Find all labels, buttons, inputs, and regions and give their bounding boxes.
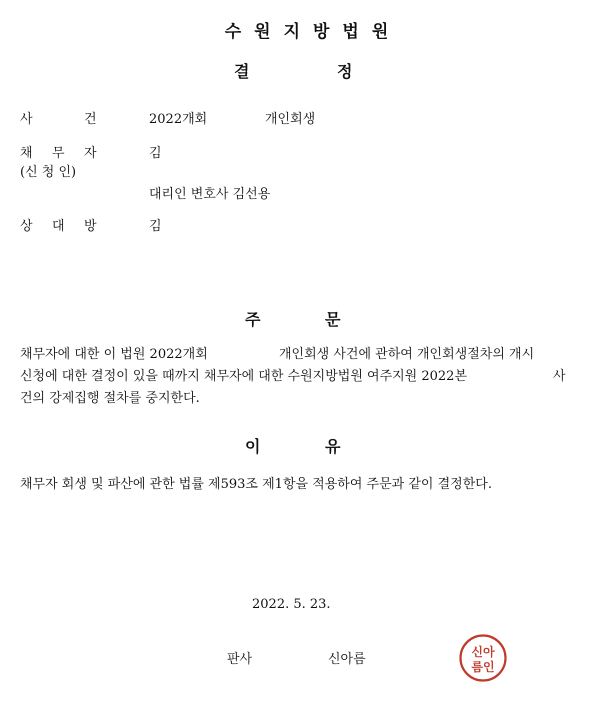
decision-date: 2022. 5. 23. <box>252 597 331 612</box>
case-number: 2022개회 <box>149 112 208 127</box>
case-label-char-2: 건 <box>84 112 97 127</box>
doc-type-char-1: 결 <box>234 62 250 81</box>
order-line-2a: 신청에 대한 결정이 있을 때까지 채무자에 대한 수원지방법원 여주지원 2022본 <box>20 369 468 384</box>
debtor-name: 김 <box>149 146 162 161</box>
case-label-char-1: 사 <box>20 112 33 127</box>
opponent-label-char-3: 방 <box>84 219 97 234</box>
doc-type-char-2: 정 <box>337 62 353 81</box>
debtor-sub-label: (신 청 인) <box>20 165 77 180</box>
reason-heading-char-2: 유 <box>325 437 341 456</box>
judge-name: 신아름 <box>328 652 366 667</box>
agent-name: 대리인 변호사 김선용 <box>149 187 271 202</box>
debtor-label-char-2: 무 <box>52 146 65 161</box>
court-name: 수원지방법원 <box>224 22 402 42</box>
order-line-3: 건의 강제집행 절차를 중지한다. <box>20 391 200 406</box>
order-line-1b: 개인회생 사건에 관하여 개인회생절차의 개시 <box>279 347 535 362</box>
order-line-2b: 사 <box>553 369 566 384</box>
reason-heading-char-1: 이 <box>245 437 261 456</box>
opponent-label-char-1: 상 <box>20 219 33 234</box>
order-heading-char-2: 문 <box>325 310 341 329</box>
reason-text: 채무자 회생 및 파산에 관한 법률 제593조 제1항을 적용하여 주문과 같이 결정한다. <box>20 477 492 492</box>
judge-title: 판사 <box>227 652 253 667</box>
order-line-1a: 채무자에 대한 이 법원 2022개회 <box>20 347 208 362</box>
debtor-label-char-1: 채 <box>20 146 33 161</box>
judge-seal-stamp <box>457 633 509 683</box>
order-heading-char-1: 주 <box>245 310 261 329</box>
opponent-label-char-2: 대 <box>52 219 65 234</box>
case-name: 개인회생 <box>265 112 316 127</box>
svg-text:신아: 신아 <box>471 645 495 659</box>
debtor-label-char-3: 자 <box>84 146 97 161</box>
opponent-name: 김 <box>149 219 162 234</box>
svg-text:름인: 름인 <box>471 660 495 674</box>
